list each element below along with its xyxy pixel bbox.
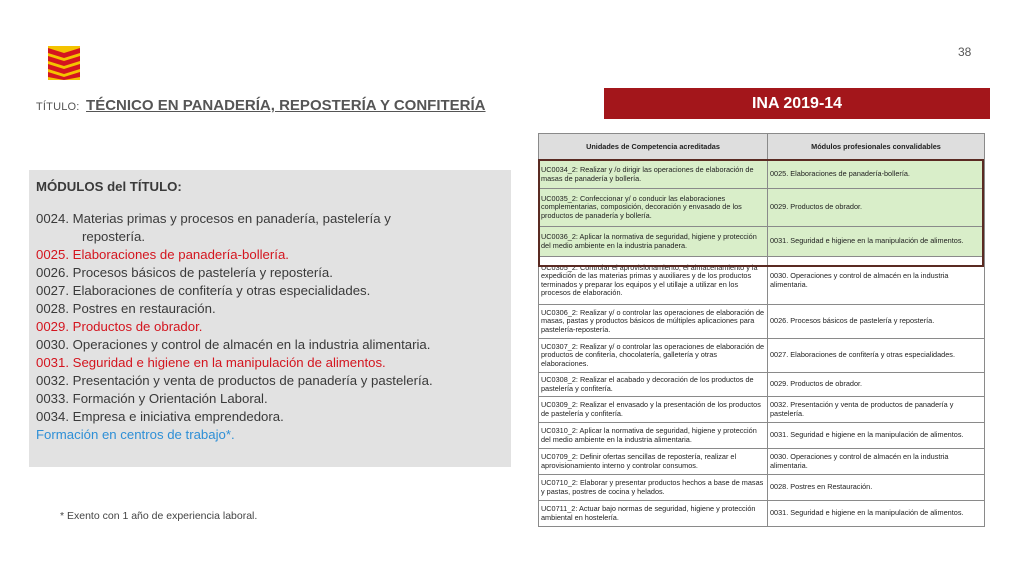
convalidation-table bbox=[538, 133, 984, 527]
module-cell: 0030. Operaciones y control de almacén en la industria alimentaria. bbox=[768, 449, 985, 475]
table-row bbox=[539, 475, 985, 501]
module-item: Formación en centros de trabajo*. bbox=[36, 427, 235, 442]
header-modules: Módulos profesionales convalidables bbox=[768, 134, 985, 161]
aragon-logo-icon bbox=[48, 46, 80, 80]
module-cell: 0032. Presentación y venta de productos de panadería y pastelería. bbox=[768, 397, 985, 423]
footnote: * Exento con 1 año de experiencia laboral. bbox=[60, 510, 258, 522]
module-cell: 0026. Procesos básicos de pastelería y repostería. bbox=[768, 305, 985, 339]
module-cell: 0028. Postres en Restauración. bbox=[768, 475, 985, 501]
table-row bbox=[539, 423, 985, 449]
module-item: 0028. Postres en restauración. bbox=[36, 301, 216, 316]
table-row bbox=[539, 373, 985, 397]
uc-cell: UC0035_2: Confeccionar y/ o conducir las elaboraciones complementarias, composición, decoración y envasado de los productos de panadería y bollería. bbox=[539, 189, 768, 227]
module-item: 0029. Productos de obrador. bbox=[36, 319, 203, 334]
modules-list bbox=[36, 210, 511, 444]
uc-cell: UC0710_2: Elaborar y presentar productos hechos a base de masas y pastas, postres de cocina y helados. bbox=[539, 475, 768, 501]
module-cell: 0029. Productos de obrador. bbox=[768, 189, 985, 227]
page-title bbox=[36, 97, 486, 115]
module-cell: 0031. Seguridad e higiene en la manipulación de alimentos. bbox=[768, 227, 985, 257]
uc-cell: UC0036_2: Aplicar la normativa de seguridad, higiene y protección del medio ambiente en la industria panadera. bbox=[539, 227, 768, 257]
module-item: repostería. bbox=[82, 229, 146, 244]
module-item: 0027. Elaboraciones de confitería y otras especialidades. bbox=[36, 283, 371, 298]
module-cell: 0031. Seguridad e higiene en la manipulación de alimentos. bbox=[768, 423, 985, 449]
modules-heading: MÓDULOS del TÍTULO: bbox=[36, 179, 182, 194]
table-row bbox=[539, 227, 985, 257]
table-row bbox=[539, 189, 985, 227]
table-row bbox=[539, 501, 985, 527]
uc-cell: UC0309_2: Realizar el envasado y la presentación de los productos de pastelería y confitería. bbox=[539, 397, 768, 423]
ina-banner: INA 2019-14 bbox=[604, 88, 990, 119]
module-item: 0024. Materias primas y procesos en panadería, pastelería y bbox=[36, 211, 391, 226]
header-uc: Unidades de Competencia acreditadas bbox=[539, 134, 768, 161]
uc-cell: UC0034_2: Realizar y /o dirigir las operaciones de elaboración de masas de panadería y bollería. bbox=[539, 161, 768, 189]
uc-cell: UC0711_2: Actuar bajo normas de seguridad, higiene y protección ambiental en hostelería. bbox=[539, 501, 768, 527]
uc-cell: UC0306_2: Realizar y/ o controlar las operaciones de elaboración de masas, pastas y productos básicos de múltiples aplicaciones para pastelería-repostería. bbox=[539, 305, 768, 339]
module-item: 0026. Procesos básicos de pastelería y repostería. bbox=[36, 265, 333, 280]
module-item: 0034. Empresa e iniciativa emprendedora. bbox=[36, 409, 284, 424]
uc-cell: UC0709_2: Definir ofertas sencillas de repostería, realizar el aprovisionamiento interno y controlar consumos. bbox=[539, 449, 768, 475]
table-row bbox=[539, 161, 985, 189]
module-cell: 0029. Productos de obrador. bbox=[768, 373, 985, 397]
module-cell: 0027. Elaboraciones de confitería y otras especialidades. bbox=[768, 339, 985, 373]
title-main: TÉCNICO EN PANADERÍA, REPOSTERÍA Y CONFITERÍA bbox=[86, 97, 486, 114]
module-item: 0025. Elaboraciones de panadería-bollería. bbox=[36, 247, 289, 262]
uc-cell: UC0310_2: Aplicar la normativa de seguridad, higiene y protección del medio ambiente en la industria alimentaria. bbox=[539, 423, 768, 449]
table-body bbox=[539, 161, 985, 527]
module-item: 0031. Seguridad e higiene en la manipulación de alimentos. bbox=[36, 355, 386, 370]
module-item: 0032. Presentación y venta de productos de panadería y pastelería. bbox=[36, 373, 433, 388]
module-cell: 0030. Operaciones y control de almacén en la industria alimentaria. bbox=[768, 257, 985, 305]
uc-cell: UC0307_2: Realizar y/ o controlar las operaciones de elaboración de productos de confitería, chocolatería, galletería y otras elaboraciones. bbox=[539, 339, 768, 373]
table-row bbox=[539, 397, 985, 423]
module-item: 0033. Formación y Orientación Laboral. bbox=[36, 391, 268, 406]
table-row bbox=[539, 449, 985, 475]
table-row bbox=[539, 305, 985, 339]
module-cell: 0025. Elaboraciones de panadería-bollería. bbox=[768, 161, 985, 189]
uc-cell: UC0305_2: Controlar el aprovisionamiento, el almacenamiento y la expedición de las materias primas y auxiliares y de los productos terminados y preparar los equipos y el utillaje a utilizar en los procesos de elaboración. bbox=[539, 257, 768, 305]
module-cell: 0031. Seguridad e higiene en la manipulación de alimentos. bbox=[768, 501, 985, 527]
page-number: 38 bbox=[958, 45, 972, 59]
table-header-row bbox=[539, 134, 985, 161]
uc-cell: UC0308_2: Realizar el acabado y decoración de los productos de pastelería y confitería. bbox=[539, 373, 768, 397]
table-row bbox=[539, 257, 985, 305]
module-item: 0030. Operaciones y control de almacén en la industria alimentaria. bbox=[36, 337, 431, 352]
modules-box bbox=[29, 170, 511, 467]
table-row bbox=[539, 339, 985, 373]
title-prefix: TÍTULO: bbox=[36, 101, 80, 113]
